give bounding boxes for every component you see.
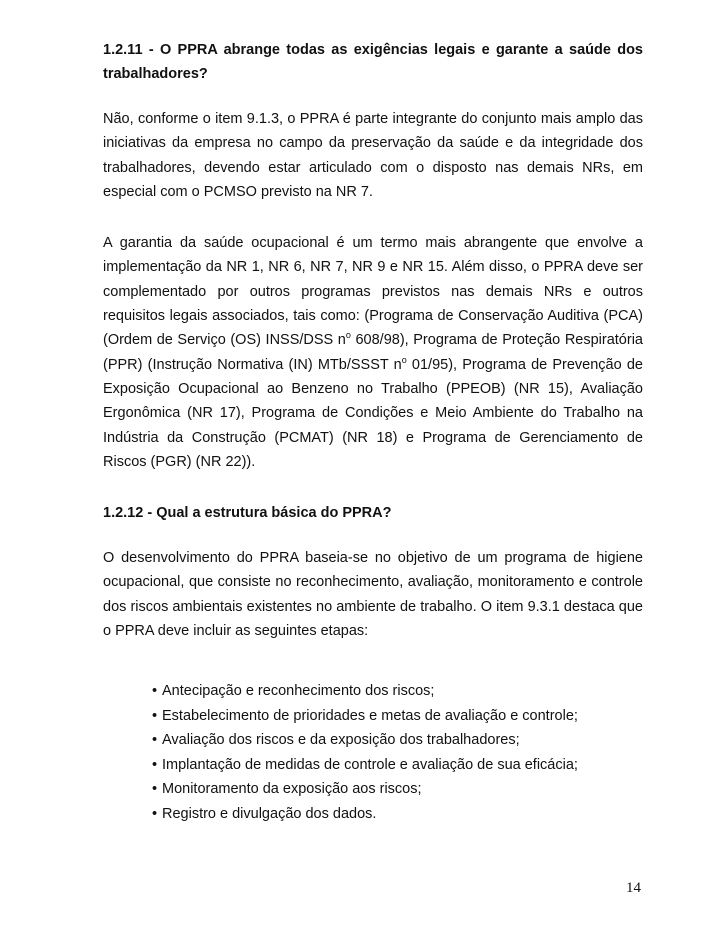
- page-number: 14: [626, 880, 641, 896]
- bullet-icon: •: [152, 781, 158, 798]
- bullet-icon: •: [152, 707, 158, 724]
- bullet-icon: •: [152, 732, 158, 749]
- ordinal-superscript: o: [345, 330, 351, 341]
- bullet-icon: •: [152, 683, 158, 700]
- paragraph-ppra-integration: Não, conforme o item 9.1.3, o PPRA é parte integrante do conjunto mais amplo das iniciativas da empresa no campo da preservação da saúde e da integridade dos trabalhadores, devendo estar articulado com o disposto nas demais NRs, em especial com o PCMSO previsto na NR 7.: [103, 111, 643, 200]
- list-item: [152, 704, 643, 729]
- paragraph-text-part-2: 608/98), Programa de Proteção Respiratória (PPR) (Instrução Normativa (IN) MTb/SSST n: [103, 332, 643, 373]
- list-item-label: Registro e divulgação dos dados.: [162, 805, 377, 822]
- ordinal-superscript: o: [401, 354, 407, 365]
- paragraph-text-part-1: A garantia da saúde ocupacional é um termo mais abrangente que envolve a implementação da NR 1, NR 6, NR 7, NR 9 e NR 15. Além disso, o PPRA deve ser complementado por outros programas previstos nas demais NRs e outros requisitos legais associados, tais como: (Programa de Conservação Auditiva (PCA) (Ordem de Serviço (OS) INSS/DSS n: [103, 235, 643, 349]
- paragraph-text-part-3: 01/95), Programa de Prevenção de Exposição Ocupacional ao Benzeno no Trabalho (PPEOB) (NR 15), Avaliação Ergonômica (NR 17), Programa de Condições e Meio Ambiente do Trabalho na Indústria da Construção (PCMAT) (NR 18) e Programa de Gerenciamento de Riscos (PGR) (NR 22)).: [103, 356, 643, 470]
- section-heading-1-2-12: 1.2.12 - Qual a estrutura básica do PPRA?: [103, 505, 392, 522]
- list-item-label: Estabelecimento de prioridades e metas de avaliação e controle;: [162, 707, 578, 724]
- paragraph-occupational-health-programs: [103, 231, 643, 474]
- paragraph-ppra-structure: O desenvolvimento do PPRA baseia-se no objetivo de um programa de higiene ocupacional, que consiste no reconhecimento, avaliação, monitoramento e controle dos riscos ambientais existentes no ambiente de trabalho. O item 9.3.1 destaca que o PPRA deve incluir as seguintes etapas:: [103, 550, 643, 640]
- bullet-icon: •: [152, 756, 158, 773]
- steps-list: [103, 679, 643, 826]
- list-item: [152, 802, 643, 827]
- list-item-label: Monitoramento da exposição aos riscos;: [162, 781, 422, 798]
- list-item-label: Avaliação dos riscos e da exposição dos trabalhadores;: [162, 732, 520, 749]
- bullet-icon: •: [152, 805, 158, 822]
- section-heading-1-2-11: 1.2.11 - O PPRA abrange todas as exigências legais e garante a saúde dos trabalhadores?: [103, 42, 643, 82]
- list-item-label: Antecipação e reconhecimento dos riscos;: [162, 683, 435, 700]
- list-item: [152, 679, 643, 704]
- list-item: [152, 753, 643, 778]
- document-page: [103, 38, 643, 826]
- list-item: [152, 777, 643, 802]
- list-item-label: Implantação de medidas de controle e avaliação de sua eficácia;: [162, 756, 578, 773]
- list-item: [152, 728, 643, 753]
